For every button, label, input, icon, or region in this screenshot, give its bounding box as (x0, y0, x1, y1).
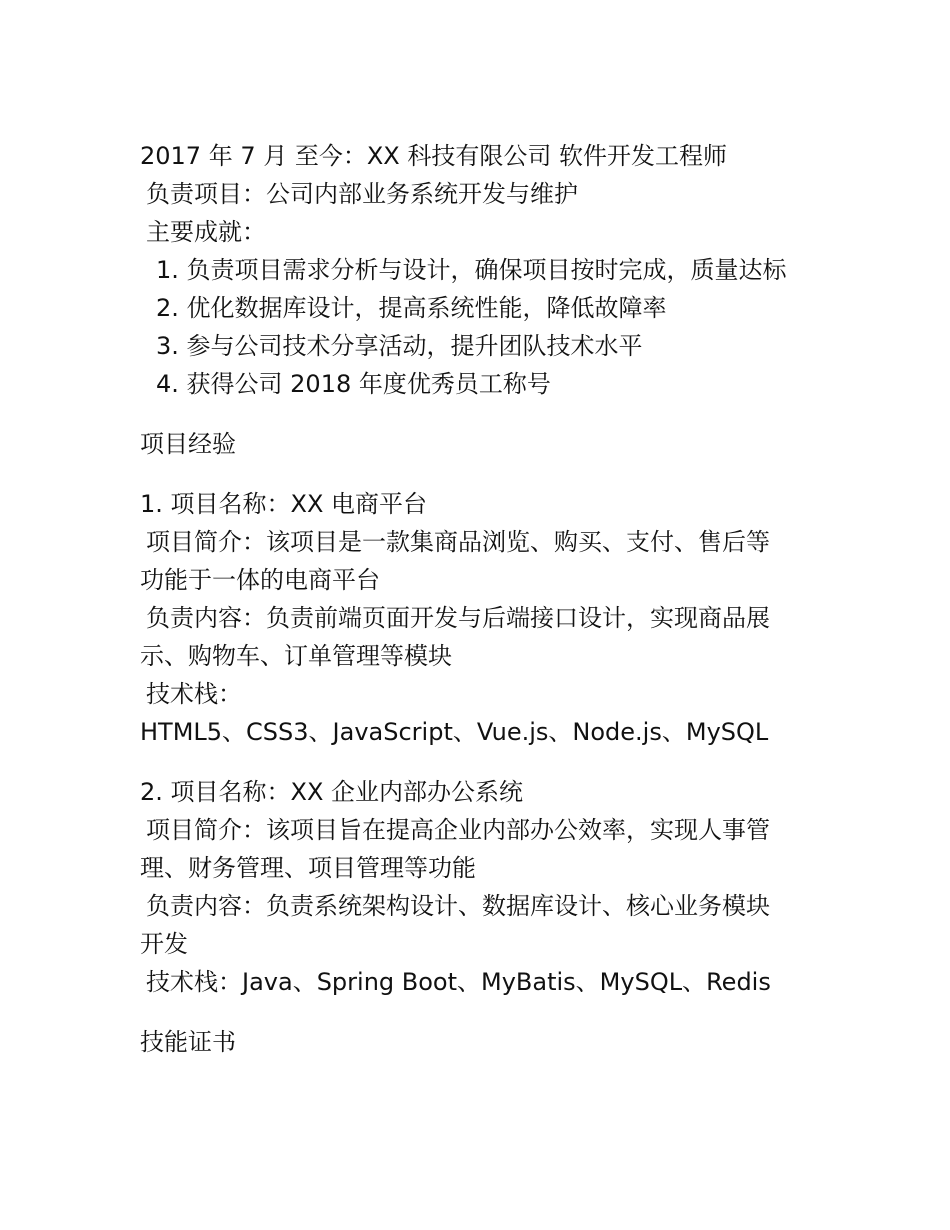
experience-header: 2017 年 7 月 至今：XX 科技有限公司 软件开发工程师 (140, 142, 728, 170)
resume-page (140, 137, 820, 1061)
achievement-item: 1. 负责项目需求分析与设计，确保项目按时完成，质量达标 (156, 256, 787, 284)
project-duty-continued: 开发 (140, 930, 188, 958)
project-name: 2. 项目名称：XX 企业内部办公系统 (140, 778, 524, 806)
skills-section-title: 技能证书 (140, 1028, 236, 1056)
project-name: 1. 项目名称：XX 电商平台 (140, 490, 428, 518)
project-intro: 项目简介：该项目是一款集商品浏览、购买、支付、售后等 (146, 528, 770, 556)
project-duty: 负责内容：负责系统架构设计、数据库设计、核心业务模块 (146, 892, 770, 920)
project-stack-label: 技术栈： (146, 680, 242, 708)
project-stack: HTML5、CSS3、JavaScript、Vue.js、Node.js、MySQL (140, 718, 769, 746)
achievements-label: 主要成就： (146, 218, 266, 246)
projects-section-title: 项目经验 (140, 430, 236, 458)
project-intro-continued: 功能于一体的电商平台 (140, 566, 380, 594)
achievement-item: 4. 获得公司 2018 年度优秀员工称号 (156, 370, 551, 398)
achievement-item: 2. 优化数据库设计，提高系统性能，降低故障率 (156, 294, 667, 322)
project-duty: 负责内容：负责前端页面开发与后端接口设计，实现商品展 (146, 604, 770, 632)
project-stack: 技术栈：Java、Spring Boot、MyBatis、MySQL、Redis (146, 968, 771, 996)
project-intro-continued: 理、财务管理、项目管理等功能 (140, 854, 476, 882)
experience-project: 负责项目：公司内部业务系统开发与维护 (146, 180, 578, 208)
project-intro: 项目简介：该项目旨在提高企业内部办公效率，实现人事管 (146, 816, 770, 844)
achievement-item: 3. 参与公司技术分享活动，提升团队技术水平 (156, 332, 643, 360)
project-duty-continued: 示、购物车、订单管理等模块 (140, 642, 452, 670)
